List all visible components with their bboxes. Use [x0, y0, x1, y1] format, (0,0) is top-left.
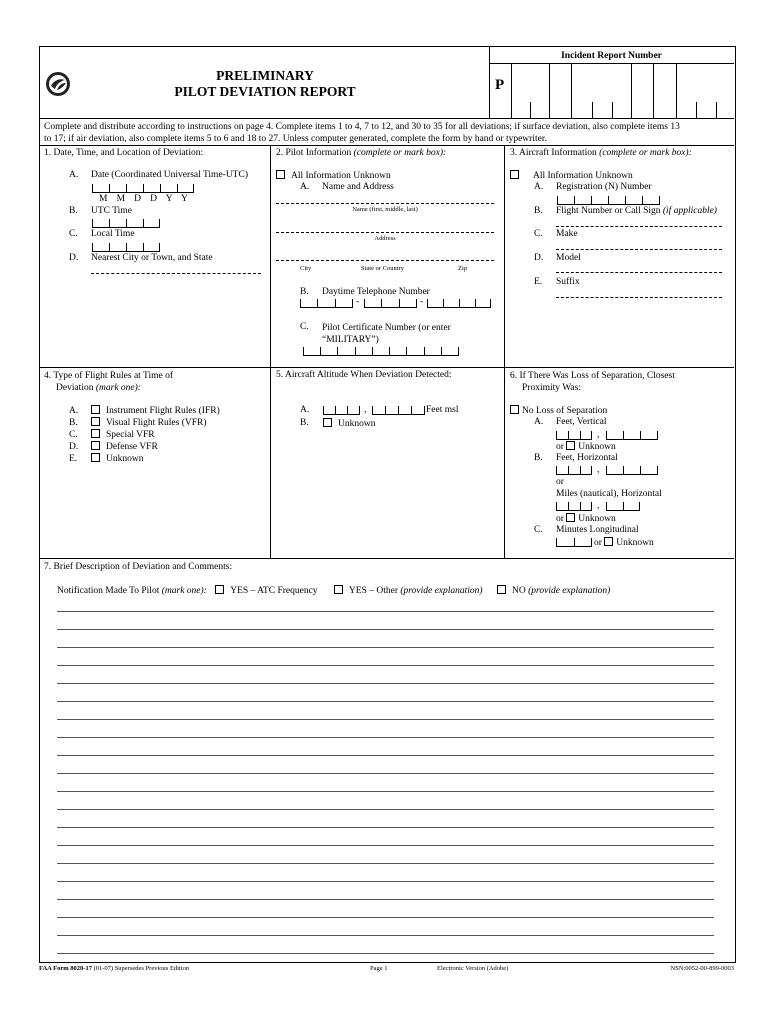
- footer-nsn: NSN:0052-00-899-0003: [670, 965, 734, 972]
- section5-b-letter: B.: [300, 418, 309, 428]
- or-label: or: [556, 477, 564, 487]
- pilot-name-field[interactable]: [276, 203, 494, 204]
- section3-b-label: Flight Number or Call Sign (if applicable): [556, 206, 717, 216]
- flight-rule-option[interactable]: C. Special VFR: [69, 430, 155, 440]
- section1-c-letter: C.: [69, 229, 78, 239]
- section3-c-letter: C.: [534, 229, 543, 239]
- section1-d-label: Nearest City or Town, and State: [91, 253, 213, 263]
- name-caption: Name (first, middle, last): [352, 206, 418, 213]
- incident-report-label: Incident Report Number: [561, 51, 662, 61]
- footer-form-id: FAA Form 8020-17 (01-07) Supersedes Previous Edition: [39, 965, 190, 972]
- no-loss-checkbox[interactable]: No Loss of Separation: [510, 405, 607, 416]
- section2-heading: 2. Pilot Information (complete or mark box):: [276, 148, 447, 158]
- notification-row: Notification Made To Pilot (mark one): YES – ATC Frequency YES – Other (provide explanation) NO (provide explanation): [57, 586, 611, 596]
- miles-label: Miles (nautical), Horizontal: [556, 489, 662, 499]
- flight-rule-option[interactable]: B. Visual Flight Rules (VFR): [69, 418, 207, 428]
- date-field[interactable]: [92, 183, 194, 193]
- incident-prefix: P: [495, 77, 505, 93]
- section3-heading: 3. Aircraft Information (complete or mark box):: [510, 148, 692, 158]
- horizontal-thousands-field[interactable]: [556, 465, 592, 475]
- checkbox-icon: [91, 453, 100, 462]
- section6-b-label: Feet, Horizontal: [556, 453, 618, 463]
- date-format-caption: M M D D Y Y: [99, 194, 189, 204]
- section6-c-label: Minutes Longitudinal: [556, 525, 639, 535]
- notify-yes-other-option[interactable]: YES – Other (provide explanation): [334, 586, 483, 596]
- section2-c-letter: C.: [300, 322, 309, 332]
- checkbox-icon: [566, 441, 575, 450]
- dot-logo: [45, 71, 71, 97]
- suffix-field[interactable]: [556, 297, 722, 298]
- checkbox-icon: [510, 170, 519, 179]
- checkbox-icon: [566, 513, 575, 522]
- phone-prefix-field[interactable]: [364, 298, 417, 308]
- section6-b-letter: B.: [534, 453, 543, 463]
- checkbox-icon: [510, 405, 519, 414]
- section6-a-label: Feet, Vertical: [556, 417, 607, 427]
- section5-a-letter: A.: [300, 405, 310, 415]
- checkbox-icon: [91, 441, 100, 450]
- certificate-number-field[interactable]: [303, 346, 459, 356]
- instructions: Complete and distribute according to instructions on page 4. Complete items 1 to 4, 7 to 12, and 30 to 35 for all deviations; if surface deviation, also complete items 13 to 17; if air deviation, also complete items 5 to 6 and 18 to 27. Unless computer generated, complete the form by hand or typewriter.: [44, 122, 680, 144]
- notify-yes-atc-option[interactable]: YES – ATC Frequency: [215, 586, 317, 596]
- flight-rule-option[interactable]: A. Instrument Flight Rules (IFR): [69, 406, 220, 416]
- section1-b-label: UTC Time: [91, 206, 132, 216]
- checkbox-icon: [276, 170, 285, 179]
- footer-version: Electronic Version (Adobe): [437, 965, 509, 972]
- checkbox-icon: [497, 585, 506, 594]
- vertical-unknown-checkbox[interactable]: or Unknown: [556, 442, 616, 452]
- miles-unknown-checkbox[interactable]: or Unknown: [556, 514, 616, 524]
- checkbox-icon: [91, 405, 100, 414]
- page-title: PRELIMINARY PILOT DEVIATION REPORT: [174, 68, 356, 99]
- minutes-unknown-checkbox[interactable]: or Unknown: [594, 538, 654, 548]
- make-field[interactable]: [556, 249, 722, 250]
- flight-rules-list: [69, 405, 220, 465]
- model-field[interactable]: [556, 272, 722, 273]
- checkbox-icon: [334, 585, 343, 594]
- section4-heading: 4. Type of Flight Rules at Time of Deviation (mark one):: [44, 371, 174, 393]
- section5-heading: 5. Aircraft Altitude When Deviation Detected:: [276, 370, 452, 380]
- altitude-unknown-checkbox[interactable]: Unknown: [323, 418, 375, 429]
- footer-page: Page 1: [370, 965, 388, 972]
- checkbox-icon: [215, 585, 224, 594]
- section3-b-letter: B.: [534, 206, 543, 216]
- vertical-thousands-field[interactable]: [556, 430, 592, 440]
- section7-heading: 7. Brief Description of Deviation and Comments:: [44, 562, 233, 572]
- section2-unknown-checkbox[interactable]: All Information Unknown: [276, 170, 391, 181]
- altitude-thousands-field[interactable]: [323, 405, 360, 415]
- nearest-city-field[interactable]: [91, 273, 261, 274]
- miles-whole-field[interactable]: [556, 501, 592, 511]
- section3-a-letter: A.: [534, 182, 544, 192]
- section3-d-letter: D.: [534, 253, 544, 263]
- section3-a-label: Registration (N) Number: [556, 182, 652, 192]
- pilot-city-state-zip-field[interactable]: [276, 260, 494, 261]
- section1-d-letter: D.: [69, 253, 79, 263]
- city-caption: City: [300, 265, 312, 272]
- section1-a-label: Date (Coordinated Universal Time-UTC): [91, 170, 248, 180]
- address-caption: Address: [374, 235, 396, 242]
- section1-b-letter: B.: [69, 206, 78, 216]
- flight-rule-option[interactable]: E. Unknown: [69, 454, 144, 464]
- flight-number-field[interactable]: [556, 226, 722, 227]
- pilot-address-field[interactable]: [276, 232, 494, 233]
- section1-c-label: Local Time: [91, 229, 135, 239]
- checkbox-icon: [604, 537, 613, 546]
- section3-e-label: Suffix: [556, 277, 580, 287]
- state-caption: State or Country: [361, 265, 404, 272]
- utc-time-field[interactable]: [92, 218, 160, 228]
- section6-a-letter: A.: [534, 417, 544, 427]
- section6-c-letter: C.: [534, 525, 543, 535]
- horizontal-hundreds-field[interactable]: [606, 465, 658, 475]
- section3-e-letter: E.: [534, 277, 543, 287]
- section2-a-label: Name and Address: [322, 182, 394, 192]
- checkbox-icon: [323, 418, 332, 427]
- phone-area-field[interactable]: [300, 298, 353, 308]
- registration-number-field[interactable]: [557, 195, 660, 205]
- feet-msl-label: Feet msl: [426, 405, 459, 415]
- section3-unknown-checkbox[interactable]: All Information Unknown: [510, 170, 633, 181]
- zip-caption: Zip: [458, 265, 468, 272]
- phone-line-field[interactable]: [427, 298, 491, 308]
- vertical-hundreds-field[interactable]: [606, 430, 658, 440]
- checkbox-icon: [91, 417, 100, 426]
- section2-c-label: Pilot Certificate Number (or enter “MILITARY”): [322, 323, 451, 345]
- checkbox-icon: [91, 429, 100, 438]
- notify-no-option[interactable]: NO (provide explanation): [497, 586, 610, 596]
- section3-d-label: Model: [556, 253, 581, 263]
- section6-heading: 6. If There Was Loss of Separation, Closest Proximity Was:: [510, 371, 675, 393]
- miles-decimal-field[interactable]: [606, 501, 640, 511]
- section2-b-label: Daytime Telephone Number: [322, 287, 430, 297]
- local-time-field[interactable]: [92, 242, 160, 252]
- section1-heading: 1. Date, Time, and Location of Deviation:: [44, 148, 204, 158]
- flight-rule-option[interactable]: D. Defense VFR: [69, 442, 158, 452]
- section2-b-letter: B.: [300, 287, 309, 297]
- section3-c-label: Make: [556, 229, 578, 239]
- minutes-field[interactable]: [556, 537, 592, 547]
- section1-a-letter: A.: [69, 170, 79, 180]
- section2-a-letter: A.: [300, 182, 310, 192]
- altitude-hundreds-field[interactable]: [372, 405, 425, 415]
